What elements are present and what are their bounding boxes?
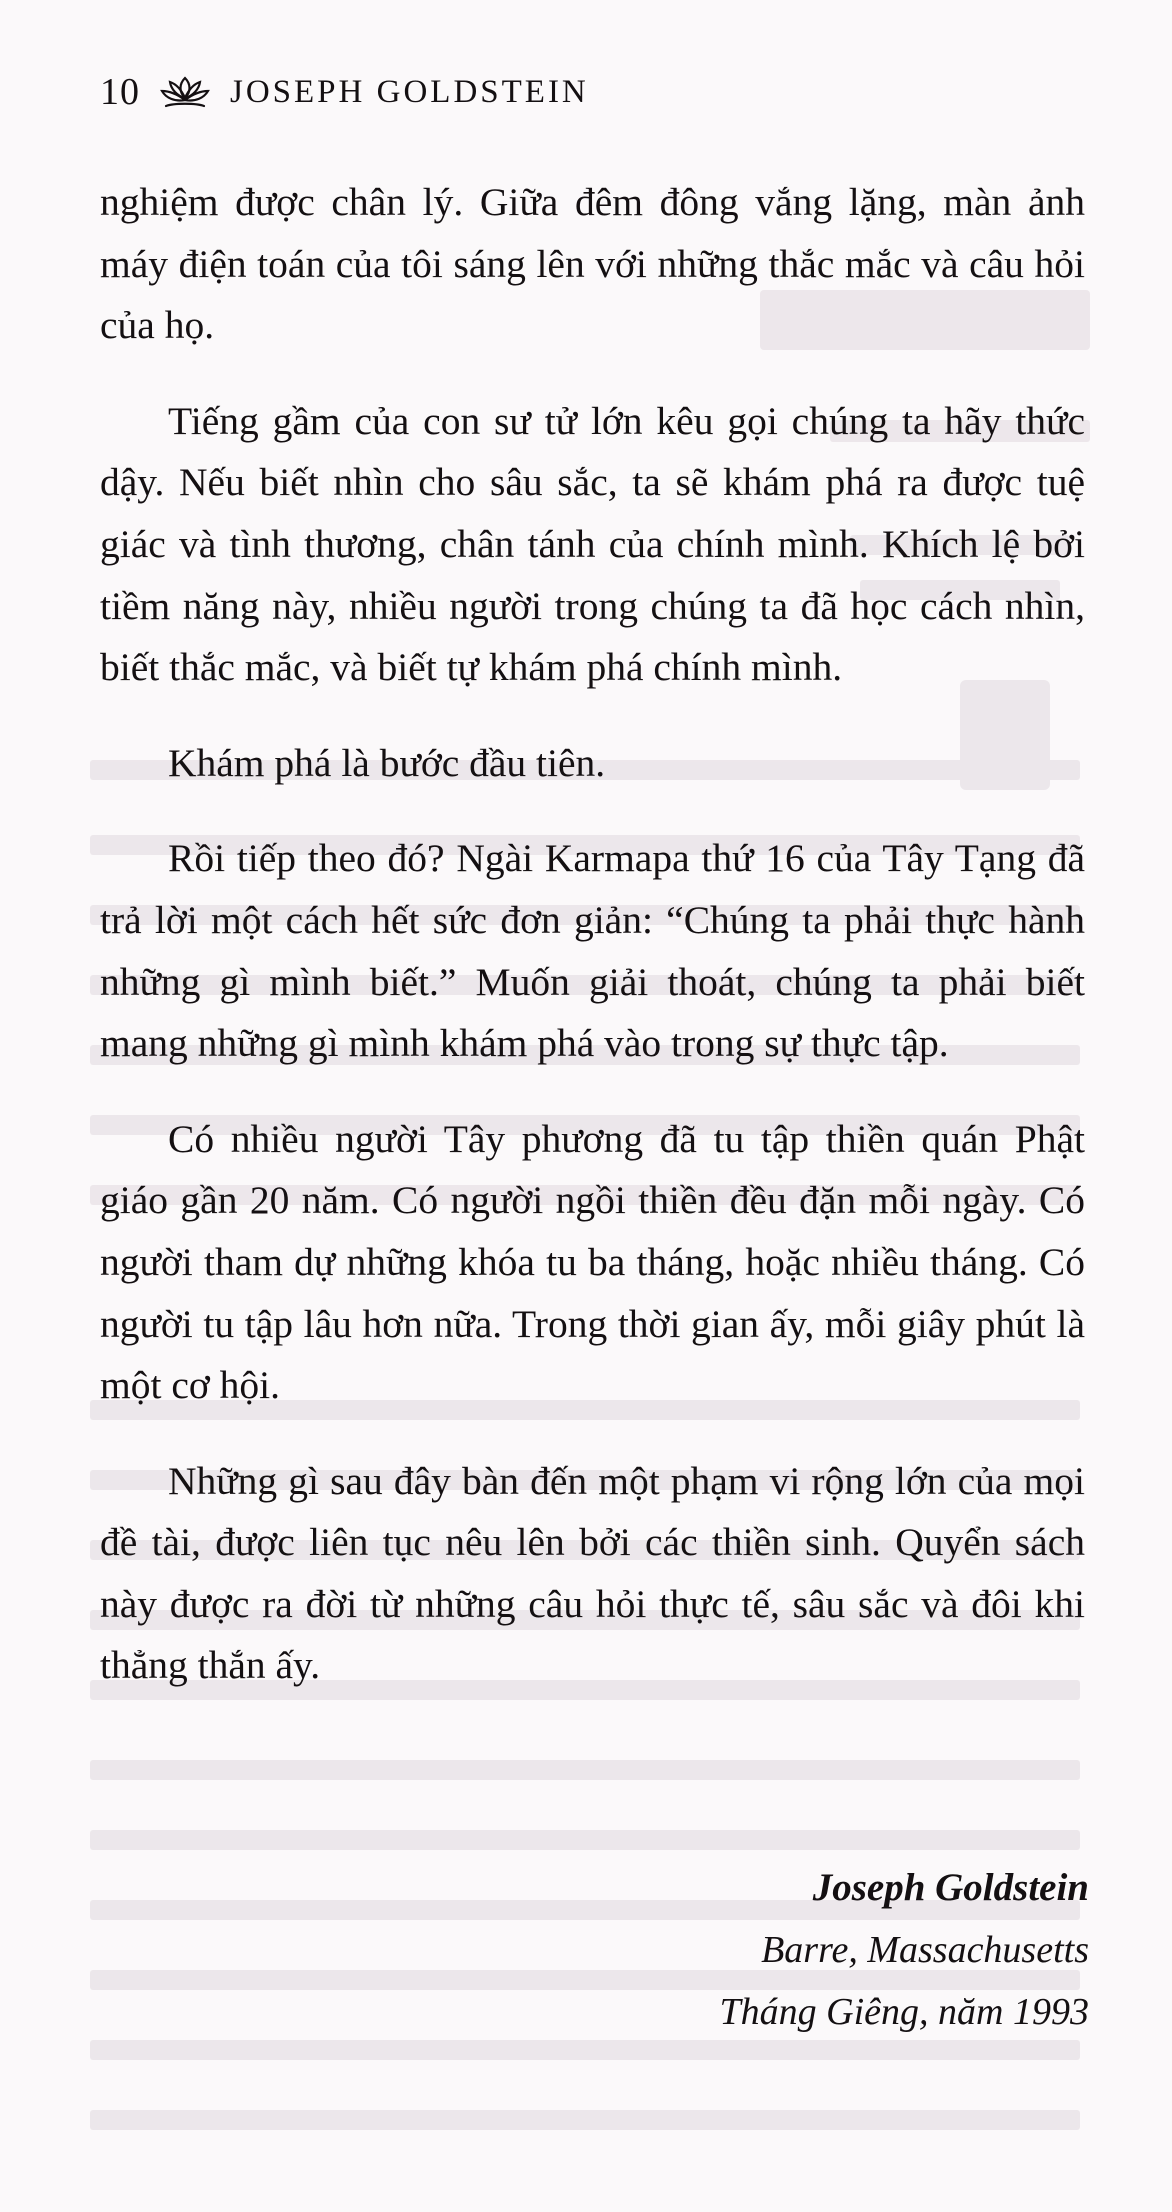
lotus-ornament-icon (158, 72, 212, 112)
paragraph-book-origin: Những gì sau đây bàn đến một phạm vi rộng lớn của mọi đề tài, được liên tục nêu lên bởi các thiền sinh. Quyển sách này được ra đời từ những câu hỏi thực tế, sâu sắc và đôi khi thẳng thắn ấy. (100, 1458, 1085, 1688)
signature-date: Tháng Giêng, năm 1993 (719, 1991, 1089, 2033)
body-text (100, 172, 1085, 1697)
paragraph-karmapa: Rồi tiếp theo đó? Ngài Karmapa thứ 16 của Tây Tạng đã trả lời một cách hết sức đơn giản: “Chúng ta phải thực hành những gì mình biết.” Muốn giải thoát, chúng ta phải biết mang những gì mình khám phá vào trong sự thực tập. (100, 836, 1085, 1066)
signature-block (720, 1857, 1089, 2043)
paragraph-western-practice: Có nhiều người Tây phương đã tu tập thiền quán Phật giáo gần 20 năm. Có người ngồi thiền đều đặn mỗi ngày. Có người tham dự những khóa tu ba tháng, hoặc nhiều tháng. Có người tu tập lâu hơn nữa. Trong thời gian ấy, mỗi giây phút là một cơ hội. (100, 1116, 1085, 1408)
paragraph-continued: nghiệm được chân lý. Giữa đêm đông vắng lặng, màn ảnh máy điện toán của tôi sáng lên với những thắc mắc và câu hỏi của họ. (100, 180, 1085, 348)
signature-place: Barre, Massachusetts (761, 1929, 1089, 1971)
paragraph-lion-roar: Tiếng gầm của con sư tử lớn kêu gọi chúng ta hãy thức dậy. Nếu biết nhìn cho sâu sắc, ta sẽ khám phá ra được tuệ giác và tình thương, chân tánh của chính mình. Khích lệ bởi tiềm năng này, nhiều người trong chúng ta đã học cách nhìn, biết thắc mắc, và biết tự khám phá chính mình. (100, 398, 1085, 690)
page-header (100, 62, 589, 122)
page-number: 10 (100, 71, 140, 113)
signature-author: Joseph Goldstein (812, 1866, 1089, 1909)
paragraph-discovery: Khám phá là bước đầu tiên. (168, 740, 606, 785)
running-head-author: JOSEPH GOLDSTEIN (230, 73, 589, 110)
